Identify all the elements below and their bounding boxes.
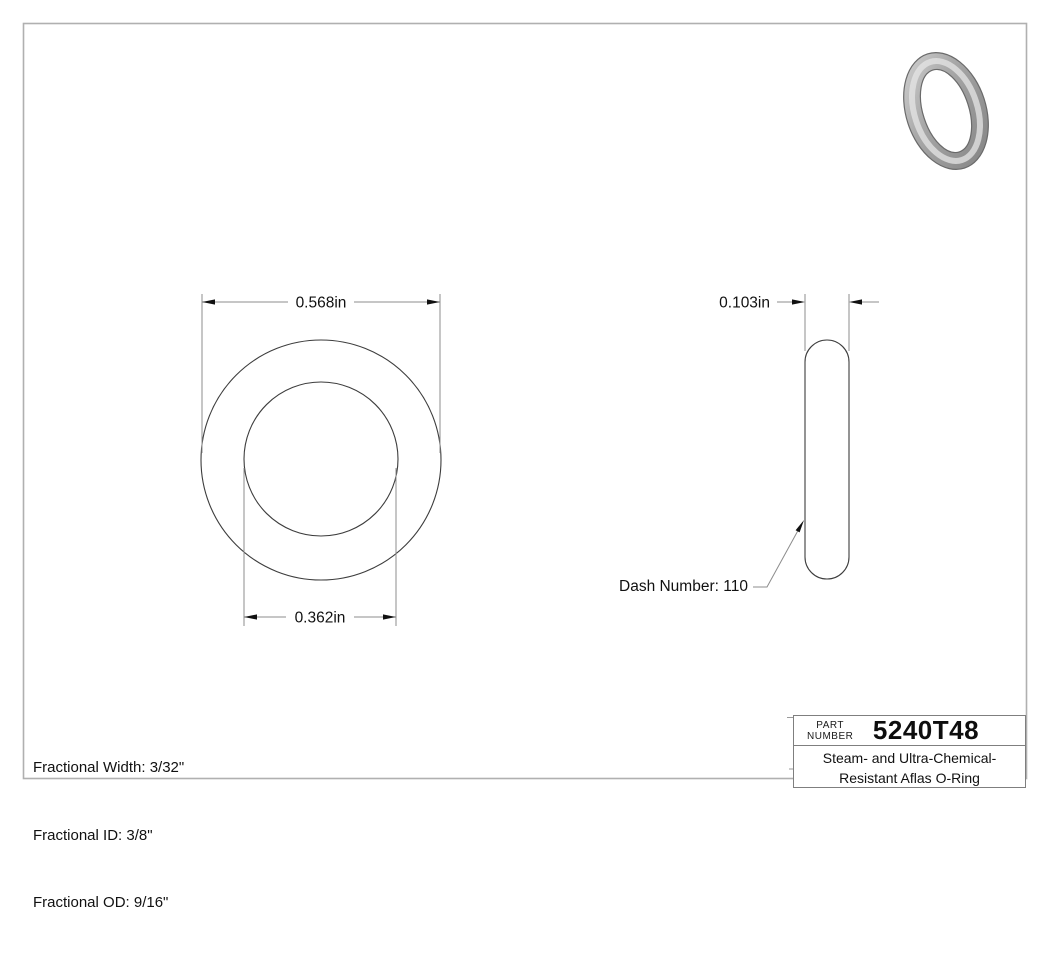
cs-arrowhead-left xyxy=(792,299,805,304)
title-block-part-row xyxy=(794,716,1025,746)
page-border xyxy=(24,24,1027,779)
part-description-line1: Steam- and Ultra-Chemical- xyxy=(822,750,997,766)
part-description xyxy=(794,748,1025,788)
cross-section-profile xyxy=(805,340,849,579)
dash-number-label: Dash Number: 110 xyxy=(619,578,748,595)
id-arrowhead-left xyxy=(244,614,257,619)
inner-diameter-circle xyxy=(244,382,398,536)
id-dimension-label: 0.362in xyxy=(294,609,346,627)
cs-dimension xyxy=(719,294,879,351)
part-number-label xyxy=(807,720,853,742)
part-description-line2: Resistant Aflas O-Ring xyxy=(839,770,980,786)
od-arrowhead-right xyxy=(427,299,440,304)
cs-arrowhead-right xyxy=(849,299,862,304)
leader-line xyxy=(753,531,798,587)
part-label-line2: NUMBER xyxy=(807,731,854,742)
part-number-value: 5240T48 xyxy=(872,715,980,745)
spec-line-id: Fractional ID: 3/8" xyxy=(33,826,153,844)
o-ring-3d-render xyxy=(889,42,1002,181)
title-block xyxy=(793,715,1026,788)
fractional-specs-block xyxy=(33,712,184,960)
spec-line-width: Fractional Width: 3/32" xyxy=(33,759,185,776)
outer-diameter-circle xyxy=(201,340,441,580)
od-dimension-label: 0.568in xyxy=(295,294,347,312)
cs-dimension-label: 0.103in xyxy=(719,294,770,312)
id-arrowhead-right xyxy=(383,614,396,619)
front-view xyxy=(201,340,441,580)
spec-line-od: Fractional OD: 9/16" xyxy=(33,894,169,911)
side-view xyxy=(805,340,849,579)
od-arrowhead-left xyxy=(202,299,215,304)
leader-arrowhead xyxy=(796,520,804,532)
id-dimension xyxy=(244,468,396,627)
part-label-line1: PART xyxy=(816,720,845,731)
dash-number-leader xyxy=(619,520,804,595)
